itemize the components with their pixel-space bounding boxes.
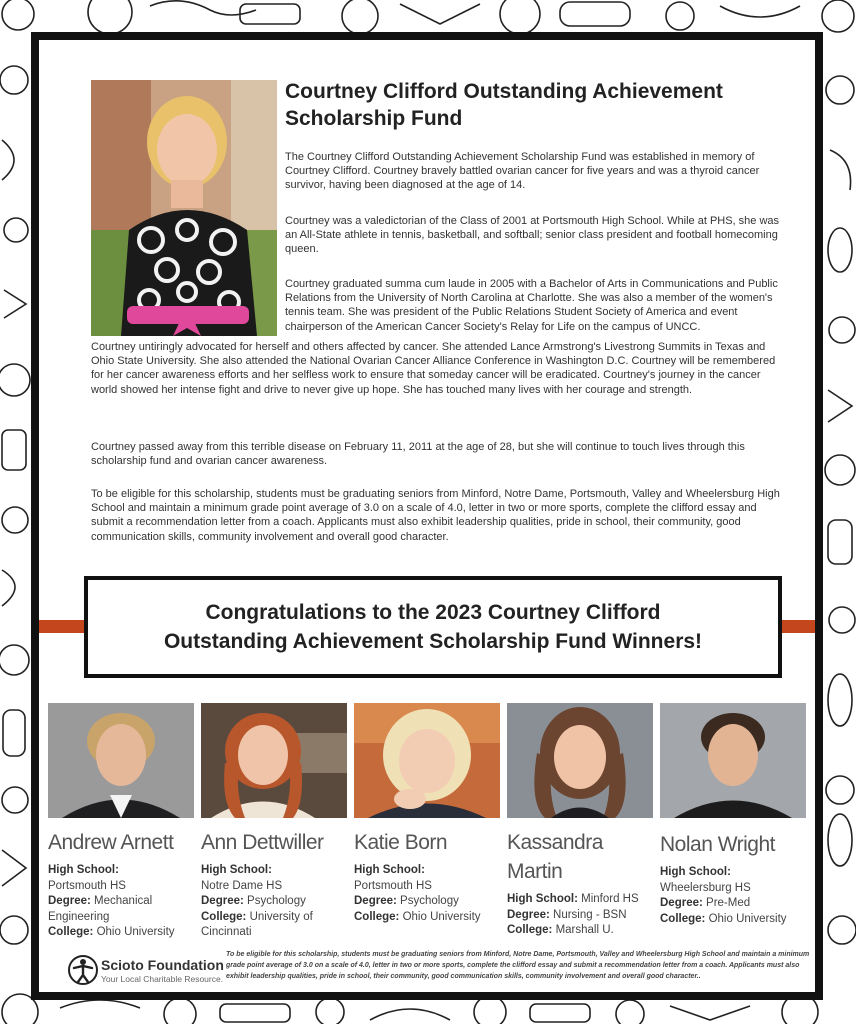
winner-name: Ann Dettwiller: [201, 831, 324, 854]
high-school-label: High School:: [48, 864, 119, 876]
logo-tagline: Your Local Charitable Resource.: [101, 974, 224, 984]
high-school-label: High School:: [354, 864, 425, 876]
scioto-foundation-logo: [67, 952, 224, 992]
college-value: Ohio University: [96, 926, 175, 938]
winner-name: Kassandra Martin: [507, 831, 603, 883]
winner-details: [507, 892, 653, 939]
high-school-label: High School:: [660, 866, 731, 878]
winner-photo: [507, 703, 653, 818]
degree-label: Degree:: [660, 897, 703, 909]
page-title: Courtney Clifford Outstanding Achievement Scholarship Fund: [285, 80, 723, 130]
college-value: Ohio University: [402, 910, 481, 923]
banner-heading: [164, 598, 702, 656]
winner-card: [507, 703, 653, 939]
banner-line-2: Outstanding Achievement Scholarship Fund Winners!: [163, 630, 703, 653]
college-value: University of Cincinnati: [201, 910, 313, 938]
winner-photo: [660, 703, 806, 818]
winner-card: [660, 703, 806, 927]
poster-frame: [31, 32, 823, 1000]
winner-photo: [48, 703, 194, 818]
winner-name: Katie Born: [354, 831, 448, 854]
winner-card: [48, 703, 194, 941]
winner-name: Nolan Wright: [660, 833, 775, 856]
college-label: College:: [660, 912, 706, 925]
bio-paragraph-establishment: The Courtney Clifford Outstanding Achievement Scholarship Fund was established in memory of Courtney Clifford. Courtney bravely battled ovarian cancer for five years and was a thyroid cancer survivor, having been diagnosed at the age of 14.: [285, 151, 760, 192]
eligibility-footnote: To be eligible for this scholarship, students must be graduating seniors from Minford, Notre Dame, Portsmouth, Valley and Wheelersburg High School and maintain a minimum grade point average of 3.0 on a scale of 4.0, letter in two or more sports, complete the clifford essay and submit a recommendation letter from a coach. Applicants must also exhibit leadership qualities, pride in school, their community, good communication skills, community involvement and overall good character..: [226, 951, 810, 980]
degree-value: Nursing - BSN: [553, 908, 627, 921]
congratulations-banner: [84, 576, 782, 678]
high-school-label: High School:: [507, 893, 578, 905]
high-school-label: High School:: [201, 864, 272, 876]
college-label: College:: [48, 926, 94, 938]
accent-stripe-right: [782, 620, 823, 633]
winner-details: [660, 865, 806, 927]
degree-value: Pre-Med: [706, 897, 751, 909]
degree-value: Psychology: [247, 895, 306, 907]
college-value: Marshall U.: [555, 924, 614, 936]
foundation-figure-icon: [67, 954, 99, 986]
degree-label: Degree:: [354, 895, 397, 907]
winner-photo: [354, 703, 500, 818]
winner-details: [201, 863, 347, 941]
college-label: College:: [201, 910, 247, 923]
bio-paragraph-college: Courtney graduated summa cum laude in 2005 with a Bachelor of Arts in Communications and Public Relations from the University of North Carolina at Charlotte. She was also a member of the women's tennis team. She was president of the Public Relations Student Society of America and event chairperson of the American Cancer Society's Relay for Life on the campus of UNCC.: [285, 278, 778, 333]
high-school-value: Notre Dame HS: [201, 879, 283, 892]
degree-label: Degree:: [48, 895, 91, 907]
degree-value: Mechanical Engineering: [48, 895, 153, 923]
high-school-value: Portsmouth HS: [354, 879, 432, 892]
bio-paragraph-passing: Courtney passed away from this terrible disease on February 11, 2011 at the age of 28, but she will continue to touch lives through this scholarship fund and ovarian cancer awareness.: [91, 441, 745, 468]
degree-value: Psychology: [400, 895, 459, 907]
college-label: College:: [507, 924, 553, 936]
college-value: Ohio University: [708, 912, 787, 925]
high-school-value: Portsmouth HS: [48, 879, 126, 892]
winner-card: [201, 703, 347, 941]
high-school-value: Wheelersburg HS: [660, 881, 751, 894]
bio-paragraph-high-school: Courtney was a valedictorian of the Class of 2001 at Portsmouth High School. While at PHS, she was an All-State athlete in tennis, basketball, and softball; senior class president and football homecoming queen.: [285, 215, 780, 256]
winner-name: Andrew Arnett: [48, 831, 174, 854]
banner-line-1: Congratulations to the 2023 Courtney Clifford: [205, 601, 661, 624]
high-school-value: Minford HS: [581, 893, 639, 905]
bio-paragraph-advocacy: Courtney untiringly advocated for herself and others affected by cancer. She attended Lance Armstrong's Livestrong Summits in Texas and Ohio State University. She also attended the National Ovarian Cancer Alliance Conference in Washington D.C. Courtney will be remembered for her cancer awareness efforts and her selfless work to ensure that someday cancer will be eradicated. Courtney's journey in the cancer world showed her intense fight and drive to never give up hope. She has touched many lives with her courage and strength.: [91, 341, 776, 396]
winner-details: [48, 863, 194, 941]
winner-details: [354, 863, 500, 925]
college-label: College:: [354, 910, 400, 923]
degree-label: Degree:: [201, 895, 244, 907]
accent-stripe-left: [39, 620, 84, 633]
degree-label: Degree:: [507, 908, 550, 921]
winner-card: [354, 703, 500, 925]
winner-photo: [201, 703, 347, 818]
logo-name: Scioto Foundation: [101, 957, 224, 973]
courtney-clifford-photo: [91, 80, 277, 336]
bio-paragraph-eligibility: To be eligible for this scholarship, students must be graduating seniors from Minford, Notre Dame, Portsmouth, Valley and Wheelersburg High School and maintain a minimum grade point average of 3.0 on a scale of 4.0, letter in two or more sports, complete the clifford essay and submit a recommendation letter from a coach. Applicants must also exhibit leadership qualities, pride in school, their community, good communication skills, community involvement and overall good character.: [91, 488, 780, 543]
